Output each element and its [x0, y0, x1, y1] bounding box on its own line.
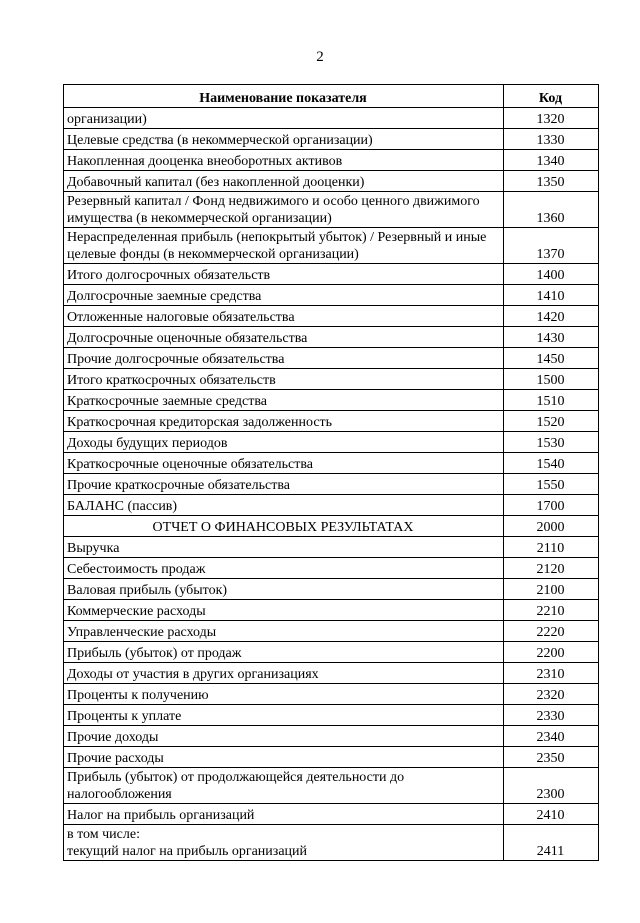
indicator-name: Налог на прибыль организаций [64, 804, 504, 825]
table-row [64, 663, 599, 684]
table-row [64, 285, 599, 306]
indicator-code: 1700 [504, 495, 599, 516]
indicator-name: Добавочный капитал (без накопленной дооценки) [64, 171, 504, 192]
table-row [64, 768, 599, 804]
table-row [64, 726, 599, 747]
indicator-name: Прибыль (убыток) от продаж [64, 642, 504, 663]
indicator-name: Резервный капитал / Фонд недвижимого и особо ценного движимого имущества (в некоммерческой организации) [64, 192, 504, 228]
table-row [64, 579, 599, 600]
indicator-code: 2350 [504, 747, 599, 768]
indicators-table [63, 84, 599, 861]
indicator-code: 2110 [504, 537, 599, 558]
indicator-name: Валовая прибыль (убыток) [64, 579, 504, 600]
indicator-code: 1400 [504, 264, 599, 285]
table-row [64, 432, 599, 453]
table-row [64, 705, 599, 726]
indicator-name: Итого долгосрочных обязательств [64, 264, 504, 285]
table-row [64, 684, 599, 705]
indicator-code: 2210 [504, 600, 599, 621]
indicator-code: 2200 [504, 642, 599, 663]
indicator-name: Управленческие расходы [64, 621, 504, 642]
table-header-row [64, 85, 599, 108]
indicator-name: Целевые средства (в некоммерческой организации) [64, 129, 504, 150]
indicator-name: БАЛАНС (пассив) [64, 495, 504, 516]
indicator-name: Себестоимость продаж [64, 558, 504, 579]
indicator-code: 1330 [504, 129, 599, 150]
indicator-name: Доходы от участия в других организациях [64, 663, 504, 684]
indicator-name: ОТЧЕТ О ФИНАНСОВЫХ РЕЗУЛЬТАТАХ [64, 516, 504, 537]
indicator-code: 2411 [504, 825, 599, 861]
indicator-code: 1360 [504, 192, 599, 228]
indicator-code: 1320 [504, 108, 599, 129]
indicator-name: Краткосрочные оценочные обязательства [64, 453, 504, 474]
indicator-code: 2330 [504, 705, 599, 726]
table-row [64, 129, 599, 150]
table-row [64, 171, 599, 192]
indicator-code: 2120 [504, 558, 599, 579]
indicator-code: 1550 [504, 474, 599, 495]
indicator-name: Прибыль (убыток) от продолжающейся деятельности до налогообложения [64, 768, 504, 804]
table-row [64, 537, 599, 558]
indicator-code: 1340 [504, 150, 599, 171]
table-row [64, 642, 599, 663]
page-number: 2 [316, 49, 324, 65]
indicator-code: 1350 [504, 171, 599, 192]
indicator-name: Отложенные налоговые обязательства [64, 306, 504, 327]
indicator-name: Прочие доходы [64, 726, 504, 747]
indicator-name: Нераспределенная прибыль (непокрытый убыток) / Резервный и иные целевые фонды (в некоммерческой организации) [64, 228, 504, 264]
table-row [64, 192, 599, 228]
indicator-code: 1510 [504, 390, 599, 411]
indicator-name: Выручка [64, 537, 504, 558]
indicator-code: 1530 [504, 432, 599, 453]
table-row [64, 306, 599, 327]
indicator-name: Прочие расходы [64, 747, 504, 768]
table-row [64, 108, 599, 129]
header-code: Код [504, 85, 599, 108]
indicator-code: 2100 [504, 579, 599, 600]
header-indicator-name: Наименование показателя [64, 85, 504, 108]
table-row [64, 327, 599, 348]
indicator-name: Проценты к уплате [64, 705, 504, 726]
indicator-name: Коммерческие расходы [64, 600, 504, 621]
indicator-name: Доходы будущих периодов [64, 432, 504, 453]
indicator-code: 1410 [504, 285, 599, 306]
table-row [64, 495, 599, 516]
indicator-code: 2300 [504, 768, 599, 804]
indicator-code: 2000 [504, 516, 599, 537]
indicator-code: 2220 [504, 621, 599, 642]
indicator-name: организации) [64, 108, 504, 129]
indicator-name: Итого краткосрочных обязательств [64, 369, 504, 390]
indicator-name: Накопленная дооценка внеоборотных активов [64, 150, 504, 171]
indicator-code: 1420 [504, 306, 599, 327]
indicator-code: 2410 [504, 804, 599, 825]
indicator-name: Долгосрочные оценочные обязательства [64, 327, 504, 348]
table-row [64, 369, 599, 390]
indicator-name: Краткосрочные заемные средства [64, 390, 504, 411]
table-row [64, 228, 599, 264]
table-row [64, 516, 599, 537]
indicator-name: Проценты к получению [64, 684, 504, 705]
indicator-code: 1540 [504, 453, 599, 474]
table-row [64, 474, 599, 495]
table-row [64, 150, 599, 171]
table-row [64, 600, 599, 621]
table-row [64, 825, 599, 861]
indicator-name: в том числе: текущий налог на прибыль организаций [64, 825, 504, 861]
indicator-code: 2310 [504, 663, 599, 684]
indicator-code: 2340 [504, 726, 599, 747]
indicator-code: 1430 [504, 327, 599, 348]
indicator-name: Краткосрочная кредиторская задолженность [64, 411, 504, 432]
indicator-name: Долгосрочные заемные средства [64, 285, 504, 306]
indicator-code: 1370 [504, 228, 599, 264]
table-row [64, 411, 599, 432]
indicator-code: 1450 [504, 348, 599, 369]
table-row [64, 264, 599, 285]
table-row [64, 348, 599, 369]
indicator-name: Прочие краткосрочные обязательства [64, 474, 504, 495]
table-row [64, 558, 599, 579]
table-row [64, 453, 599, 474]
table-row [64, 804, 599, 825]
table-row [64, 390, 599, 411]
table-row [64, 747, 599, 768]
indicator-code: 1500 [504, 369, 599, 390]
indicator-code: 2320 [504, 684, 599, 705]
table-row [64, 621, 599, 642]
indicator-code: 1520 [504, 411, 599, 432]
indicator-name: Прочие долгосрочные обязательства [64, 348, 504, 369]
